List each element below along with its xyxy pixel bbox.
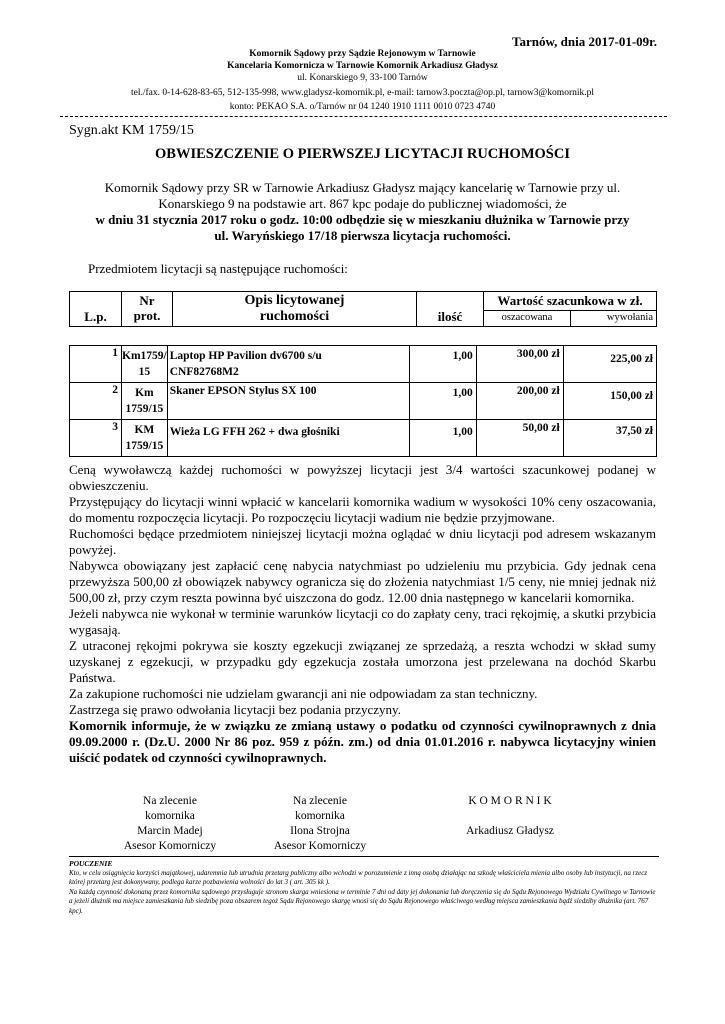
- cell-description: Wieża LG FFH 262 + dwa głośniki: [167, 420, 409, 457]
- col-starting-price: wywołania: [571, 311, 657, 327]
- case-reference: Sygn.akt KM 1759/15: [69, 123, 194, 138]
- table-row: [70, 420, 657, 457]
- items-intro: Przedmiotem licytacji są następujące ruchomości:: [88, 261, 348, 276]
- cell-nr-line-1: Km1759/: [122, 350, 167, 362]
- header-court: Komornik Sądowy przy Sądzie Rejonowym w Tarnowie: [249, 49, 476, 59]
- cell-quantity: 1,00: [409, 383, 476, 420]
- cell-nr-line-2: 15: [138, 366, 151, 378]
- table-row: [70, 346, 657, 383]
- signature-assessor-2: [250, 794, 390, 854]
- cell-nr: [122, 346, 168, 383]
- col-nr-line-1: Nr: [139, 293, 155, 308]
- signature-line: Na zlecenie: [143, 795, 197, 807]
- signature-line: komornika: [145, 810, 195, 822]
- items-table-header: [69, 291, 657, 327]
- cell-description-line-2: CNF82768M2: [169, 366, 239, 378]
- signature-assessor-1: [100, 794, 240, 854]
- cell-appraised: 200,00 zł: [476, 383, 563, 420]
- instruction-title: POUCZENIE: [69, 859, 113, 868]
- header-contact: tel./fax. 0-14-628-83-65, 512-135-998, www.gladysz-komornik.pl, e-mail: tarnow3.poczta@op.pl, tarnow3@komornik.pl: [130, 88, 595, 98]
- signature-name: Marcin Madej: [137, 825, 203, 837]
- paragraph: Nabywca obowiązany jest zapłacić cenę nabycia natychmiast po udzieleniu mu przybicia. Gdy jednak cena przewyższa 500,00 zł obowiązek nabywcy ogranicza się do złożenia natychmiast 1/5 ceny, nie mniej jednak niż 500,00 zł, przy czym reszta powinna być uiszczona do godz. 12.00 dnia następnego w kancelarii komornika.: [69, 558, 656, 605]
- signature-line: K O M O R N I K: [468, 795, 552, 807]
- cell-appraised: 300,00 zł: [476, 346, 563, 383]
- signature-line: Na zlecenie: [293, 795, 347, 807]
- cell-description: [167, 346, 409, 383]
- header-bank: konto: PEKAO S.A. o/Tarnów nr 04 1240 1910 1111 0010 0723 4740: [229, 102, 496, 112]
- cell-lp: 2: [70, 383, 122, 420]
- cell-description: Skaner EPSON Stylus SX 100: [167, 383, 409, 420]
- cell-starting-price: 150,00 zł: [563, 383, 656, 420]
- signature-bailiff: [430, 794, 590, 839]
- signature-line: [430, 809, 590, 824]
- col-lp: L.p.: [70, 292, 122, 327]
- cell-quantity: 1,00: [409, 420, 476, 457]
- intro-line-4: ul. Waryńskiego 17/18 pierwsza licytacja ruchomości.: [214, 228, 511, 243]
- cell-nr-line-2: 1759/15: [125, 403, 164, 415]
- header-office: Kancelaria Komornicza w Tarnowie Komornik Arkadiusz Gładysz: [227, 61, 498, 71]
- col-description-line-1: Opis licytowanej: [244, 293, 345, 308]
- conditions: [69, 462, 656, 766]
- paragraph: Ceną wywoławczą każdej ruchomości w powyższej licytacji jest 3/4 wartości szacunkowej podanej w obwieszczeniu.: [69, 462, 656, 493]
- instruction-paragraph: Na każdą czynność dokonaną przez komornika sądowego przysługuje stronom skarga wniesiona w terminie 7 dni od daty jej dokonania lub doręczenia się do Sądu Rejonowego Wydziału Cywilnego w Tarnowie a jeżeli dłużnik ma miejsce zamieszkania lub siedzibę poza obszarem tegoż Sądu Rejonowego skargę wnosi się do Sądu Rejonowego właściwego według miejsca zamieszkania bądź siedziby dłużnika (art. 767 kpc).: [69, 887, 656, 915]
- signature-name: Ilona Strojna: [290, 825, 350, 837]
- cell-description-line-1: Laptop HP Pavilion dv6700 s/u: [169, 350, 322, 362]
- instruction-paragraph: Kto, w celu osiągnięcia korzyści majątkowej, udaremnia lub utrudnia przetarg publiczny albo wchodzi w porozumienie z inną osobą działając na szkodę właściciela mienia albo osoby lub instytucji, na rzecz której przetarg jest dokonywany, podlega karze pozbawienia wolności do lat 3 ( art. 305 kk ).: [69, 868, 648, 886]
- paragraph: Przystępujący do licytacji winni wpłacić w kancelarii komornika wadium w wysokości 10% ceny oszacowania, do momentu rozpoczęcia licytacji. Po rozpoczęciu licytacji wadium nie będzie przyjmowane.: [69, 494, 656, 525]
- paragraph: Jeżeli nabywca nie wykonał w terminie warunków licytacji co do zapłaty ceny, traci rękojmię, a skutki przybicia wygasają.: [69, 606, 656, 637]
- footer-divider: [69, 856, 659, 857]
- cell-nr: [122, 420, 168, 457]
- col-quantity: ilość: [417, 292, 484, 327]
- cell-nr-line-1: KM: [134, 424, 155, 436]
- document-date: Tarnów, dnia 2017-01-09r.: [512, 34, 657, 49]
- col-appraised: oszacowana: [484, 311, 571, 327]
- signature-name: Arkadiusz Gładysz: [466, 825, 554, 837]
- col-description: [173, 292, 417, 327]
- signature-line: komornika: [295, 810, 345, 822]
- cell-starting-price: 225,00 zł: [563, 346, 656, 383]
- page-title: OBWIESZCZENIE O PIERWSZEJ LICYTACJI RUCHOMOŚCI: [155, 146, 570, 162]
- header-address: ul. Konarskiego 9, 33-100 Tarnów: [297, 73, 428, 83]
- tax-notice: Komornik informuje, że w związku ze zmianą ustawy o podatku od czynności cywilnoprawnych z dnia 09.09.2000 r. (Dz.U. 2000 Nr 86 poz. 959 z późn. zm.) od dnia 01.01.2016 r. nabywca licytacyjny winien uiścić podatek od czynności cywilnoprawnych.: [69, 718, 656, 765]
- cell-appraised: 50,00 zł: [476, 420, 563, 457]
- cell-starting-price: 37,50 zł: [563, 420, 656, 457]
- signature-role: Asesor Komorniczy: [123, 840, 217, 852]
- table-row: [70, 383, 657, 420]
- col-estimated-value: Wartość szacunkowa w zł.: [484, 292, 657, 311]
- cell-lp: 3: [70, 420, 122, 457]
- paragraph: Zastrzega się prawo odwołania licytacji bez podania przyczyny.: [69, 702, 401, 717]
- intro: [0, 180, 725, 244]
- paragraph: Za zakupione ruchomości nie udzielam gwarancji ani nie odpowiadam za stan techniczny.: [69, 686, 538, 701]
- instruction-note: [69, 859, 659, 916]
- cell-quantity: 1,00: [409, 346, 476, 383]
- cell-nr-line-1: Km: [135, 387, 154, 399]
- intro-line-2: Konarskiego 9 na podstawie art. 867 kpc podaje do publicznej wiadomości, że: [158, 196, 567, 211]
- header-divider: [60, 116, 667, 117]
- paragraph: Ruchomości będące przedmiotem niniejszej licytacji można oglądać w dniu licytacji pod adresem wskazanym powyżej.: [69, 526, 656, 557]
- cell-nr: [122, 383, 168, 420]
- col-description-line-2: ruchomości: [259, 309, 330, 324]
- intro-line-1: Komornik Sądowy przy SR w Tarnowie Arkadiusz Gładysz mający kancelarię w Tarnowie przy ul.: [104, 180, 621, 195]
- intro-line-3: w dniu 31 stycznia 2017 roku o godz. 10:00 odbędzie się w mieszkaniu dłużnika w Tarnowie przy: [95, 212, 630, 227]
- cell-nr-line-2: 1759/15: [125, 440, 164, 452]
- cell-lp: 1: [70, 346, 122, 383]
- items-table: [69, 345, 657, 457]
- col-nr-line-2: prot.: [133, 308, 161, 323]
- signature-role: Asesor Komorniczy: [273, 840, 367, 852]
- paragraph: Z utraconej rękojmi pokrywa sie koszty egzekucji związanej ze sprzedażą, a reszta wchodzi w skład sumy uzyskanej z egzekucji, w przypadku gdy egzekucja została umorzona jest przelewana na dochód Skarbu Państwa.: [69, 638, 656, 685]
- col-nr: [122, 292, 173, 327]
